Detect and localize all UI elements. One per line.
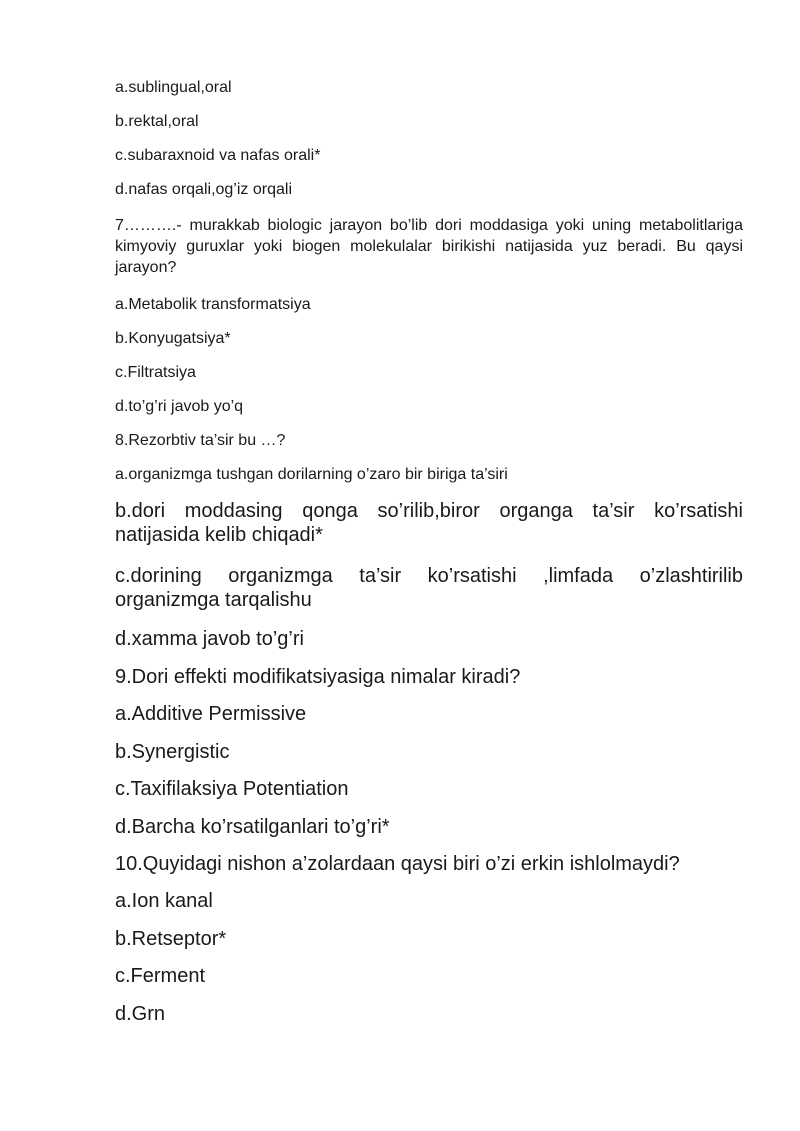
q10-option-a: a.Ion kanal [115,890,213,912]
q9-option-c: c.Taxifilaksiya Potentiation [115,778,349,800]
q6-option-c: c.subaraxnoid va nafas orali* [115,147,321,164]
q6-option-a: a.sublingual,oral [115,79,232,96]
q7-option-d: d.to’g’ri javob yo’q [115,398,244,415]
q8-option-d: d.xamma javob to’g’ri [115,628,304,650]
q9-option-a: a.Additive Permissive [115,703,307,725]
q8-question: 8.Rezorbtiv ta’sir bu …? [115,432,286,449]
q7-question: 7……….- murakkab biologic jarayon bo’lib dori moddasiga yoki uning metabolitlariga kimyoviy guruxlar yoki biogen molekulalar birikishi natijasida yuz beradi. Bu qaysi jarayon? [115,217,743,276]
q7-option-a: a.Metabolik transformatsiya [115,296,311,313]
q10-question: 10.Quyidagi nishon a’zolardaan qaysi biri o’zi erkin ishlolmaydi? [115,853,680,875]
q10-option-d: d.Grn [115,1003,166,1025]
q9-question: 9.Dori effekti modifikatsiyasiga nimalar kiradi? [115,666,521,688]
q9-option-d: d.Barcha ko’rsatilganlari to’g’ri* [115,816,390,838]
q10-option-b: b.Retseptor* [115,928,227,950]
q9-option-b: b.Synergistic [115,741,230,763]
q8-option-a: a.organizmga tushgan dorilarning o’zaro bir biriga ta’siri [115,466,508,483]
q7-option-b: b.Konyugatsiya* [115,330,231,347]
q8-option-c: c.dorining organizmga ta’sir ko’rsatishi ,limfada o’zlashtirilib organizmga tarqalishu [115,565,743,611]
q8-option-b: b.dori moddasing qonga so’rilib,biror organga ta’sir ko’rsatishi natijasida kelib chiqadi* [115,500,743,546]
q10-option-c: c.Ferment [115,965,206,987]
q7-option-c: c.Filtratsiya [115,364,196,381]
q6-option-b: b.rektal,oral [115,113,199,130]
q6-option-d: d.nafas orqali,og’iz orqali [115,181,292,198]
